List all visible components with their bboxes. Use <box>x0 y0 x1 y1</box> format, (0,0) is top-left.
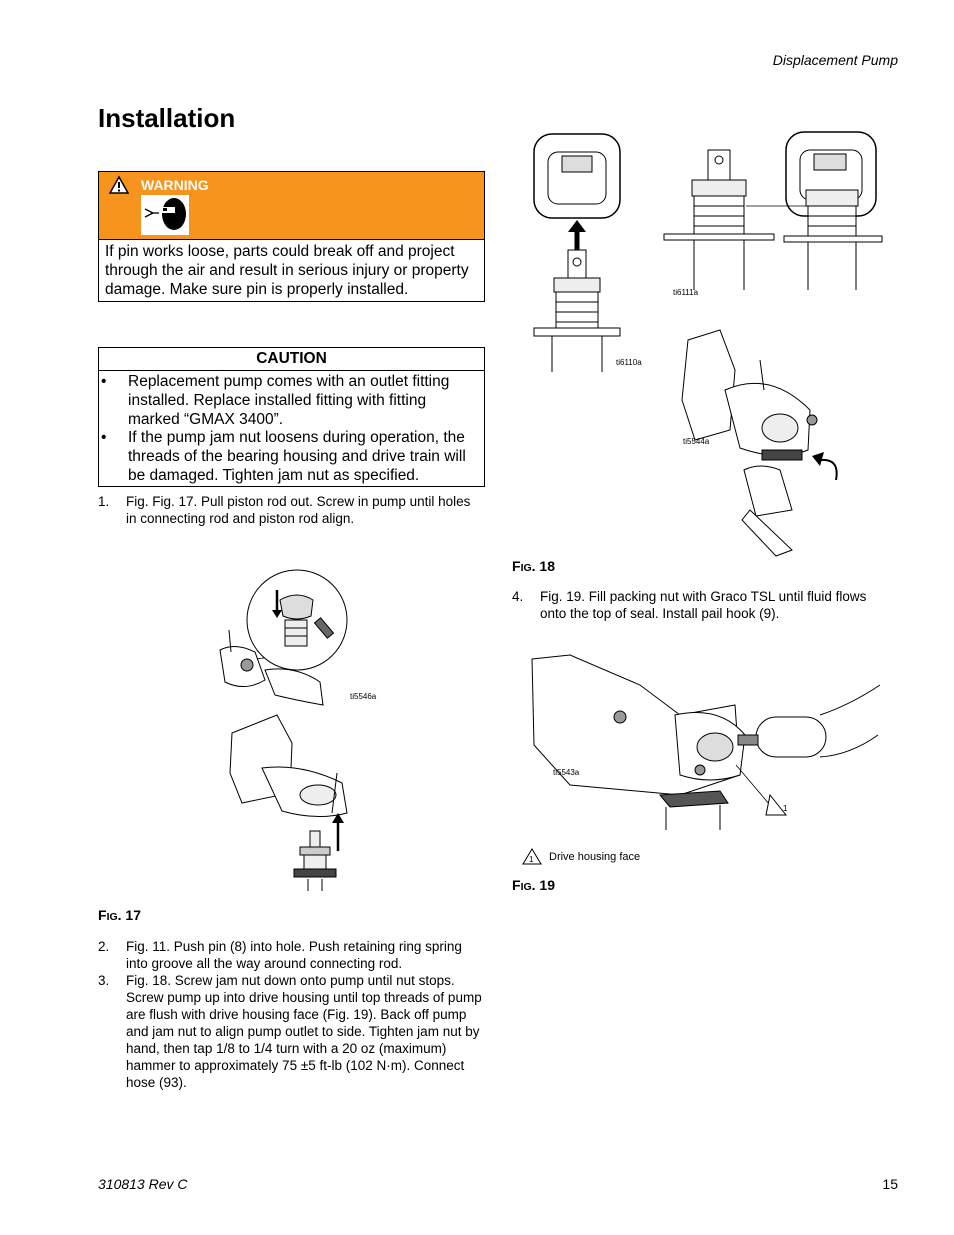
footer-doc-number: 310813 Rev C <box>98 1176 188 1192</box>
fig18-pump-insertion-drawing <box>530 132 630 372</box>
warning-text: If pin works loose, parts could break off and project through the air and result in serious injury or property damage. Make sure pin is properly installed. <box>105 243 469 298</box>
fig17-caption: FIG. 17 <box>98 907 142 923</box>
fig19-callout-number: 1 <box>783 804 788 813</box>
step-3 <box>98 972 483 1094</box>
step-number: 2. <box>98 939 110 954</box>
warning-label: WARNING <box>141 177 209 193</box>
step-number: 4. <box>512 589 524 604</box>
caution-item: If the pump jam nut loosens during operation, the threads of the bearing housing and drive train will be damaged. Tighten jam nut as specified. <box>128 429 466 484</box>
warning-box <box>98 171 485 302</box>
step-text: Fig. 11. Push pin (8) into hole. Push retaining ring spring into groove all the way around connecting rod. <box>126 939 462 971</box>
fig18-tag-1: ti6110a <box>616 358 642 367</box>
warning-triangle-icon <box>109 176 129 194</box>
caution-header: CAUTION <box>99 348 484 371</box>
running-header: Displacement Pump <box>772 52 898 68</box>
fig19-tag: ti5543a <box>553 768 580 777</box>
fig18-tag-3: ti5544a <box>683 437 710 446</box>
step-2 <box>98 938 483 974</box>
fig18-pump-alignment-drawing <box>664 130 884 290</box>
bullet-marker: • <box>101 373 107 390</box>
step-1 <box>98 493 483 529</box>
fig18-tag-2: ti6111a <box>673 288 699 297</box>
fig17-pump-drawing <box>222 713 352 893</box>
fig19-caption: FIG. 19 <box>512 877 556 893</box>
legend-callout-number: 1 <box>529 855 534 864</box>
fig18-caption: FIG. 18 <box>512 558 556 574</box>
step-number: 1. <box>98 494 110 509</box>
caution-box <box>98 347 485 487</box>
fig19-legend-text: Drive housing face <box>549 851 641 863</box>
projectile-hazard-icon <box>141 195 189 235</box>
fig19-grease-gun-drawing <box>530 655 880 830</box>
footer-page-number: 15 <box>882 1176 898 1192</box>
page-title: Installation <box>98 103 236 133</box>
step-number: 3. <box>98 973 110 988</box>
step-text: Fig. 19. Fill packing nut with Graco TSL until fluid flows onto the top of seal. Install pail hook (9). <box>540 589 867 621</box>
fig17-tag: ti5546a <box>350 692 377 701</box>
warning-header <box>99 172 484 240</box>
step-text: Fig. 18. Screw jam nut down onto pump until nut stops. Screw pump up into drive housing until top threads of pump are flush with drive housing face (Fig. 19). Back off pump and jam nut to align pump outlet to side. Tighten jam nut by hand, then tap 1/8 to 1/4 turn with a 20 oz (maximum) hammer to approximately 75 ±5 ft-lb (102 N·m). Connect hose (93). <box>126 973 482 1090</box>
caution-item: Replacement pump comes with an outlet fitting installed. Replace installed fitting with fitting marked “GMAX 3400”. <box>128 373 450 428</box>
step-4 <box>512 588 897 624</box>
fig17-detail-drawing <box>205 570 355 710</box>
bullet-marker: • <box>101 429 107 446</box>
step-text: Fig. Fig. 17. Pull piston rod out. Screw in pump until holes in connecting rod and piston rod align. <box>126 494 471 526</box>
